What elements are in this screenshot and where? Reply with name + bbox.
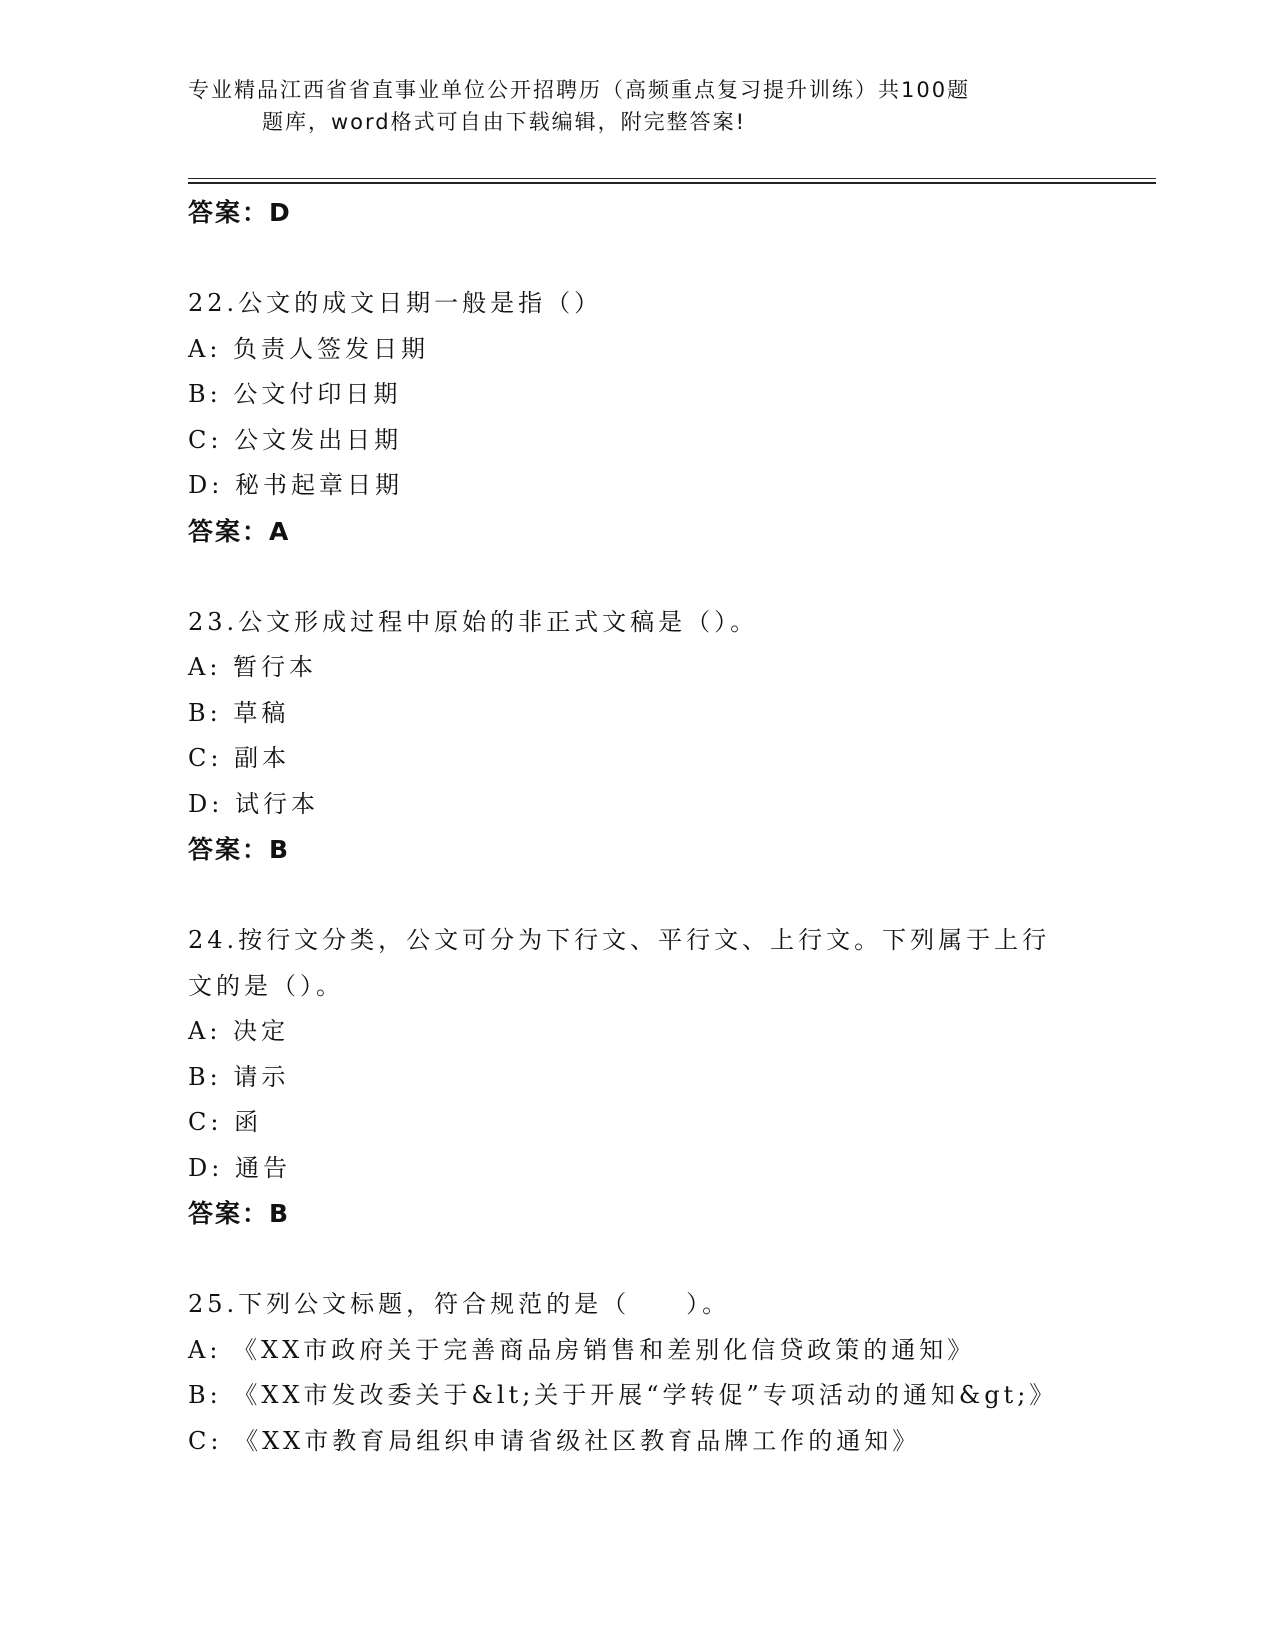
question-stem: 22.公文的成文日期一般是指（） (188, 289, 603, 317)
option-d: D: 通告 (188, 1153, 291, 1182)
question-item (188, 1282, 1108, 1464)
option-b: B: 草稿 (188, 698, 290, 727)
option-a: A: 负责人签发日期 (188, 334, 430, 363)
option-c: C: 《XX市教育局组织申请省级社区教育品牌工作的通知》 (188, 1426, 921, 1455)
header-title-line2: 题库，word格式可自由下载编辑，附完整答案! (262, 110, 747, 134)
answer-line: 答案：D (188, 198, 292, 227)
option-b: B: 《XX市发改委关于&lt;关于开展“学转促”专项活动的通知&gt;》 (188, 1381, 1058, 1409)
header-title-line1: 专业精品江西省省直事业单位公开招聘历（高频重点复习提升训练）共100题 (188, 78, 971, 102)
answer-line: 答案：B (188, 1199, 291, 1228)
answer-line: 答案：A (188, 516, 291, 546)
option-a: A: 《XX市政府关于完善商品房销售和差别化信贷政策的通知》 (188, 1335, 976, 1364)
option-c: C: 副本 (188, 744, 291, 772)
question-stem-line2: 文的是（）。 (188, 971, 344, 1000)
spacer (188, 236, 1108, 282)
option-a: A: 暂行本 (188, 653, 318, 681)
option-a: A: 决定 (188, 1017, 290, 1045)
question-stem-line1: 24.按行文分类，公文可分为下行文、平行文、上行文。下列属于上行 (188, 926, 1051, 954)
option-c: C: 函 (188, 1108, 263, 1136)
option-d: D: 秘书起章日期 (188, 471, 403, 499)
answer-line: 答案：B (188, 835, 291, 864)
spacer (188, 873, 1108, 919)
option-d: D: 试行本 (188, 789, 319, 818)
header-divider-thin (188, 178, 1156, 179)
question-item (188, 281, 1108, 554)
question-item (188, 600, 1108, 873)
option-b: B: 公文付印日期 (188, 380, 402, 408)
option-b: B: 请示 (188, 1062, 290, 1091)
document-header (188, 74, 1068, 138)
question-list (188, 190, 1108, 1464)
question-item (188, 918, 1108, 1237)
option-c: C: 公文发出日期 (188, 425, 403, 454)
question-stem: 23.公文形成过程中原始的非正式文稿是（）。 (188, 607, 759, 636)
spacer (188, 554, 1108, 600)
header-divider-thick (188, 182, 1156, 184)
spacer (188, 1237, 1108, 1283)
question-stem: 25.下列公文标题，符合规范的是（ ）。 (188, 1290, 731, 1318)
